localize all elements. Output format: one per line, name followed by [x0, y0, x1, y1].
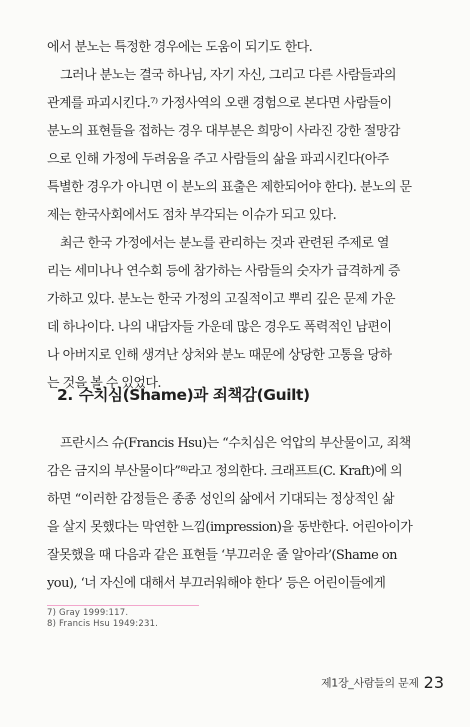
- footnote-divider: [47, 605, 199, 606]
- text-line: 최근 한국 가정에서는 분노를 관리하는 것과 관련된 주제로 열: [60, 236, 389, 251]
- page-footer: [321, 672, 444, 692]
- text-line: 그러나 분노는 결국 하나님, 자기 자신, 그리고 다른 사람들과의: [60, 68, 397, 83]
- text-line: 나 아버지로 인해 생겨난 상처와 분노 때문에 상당한 고통을 당하: [47, 348, 392, 363]
- text-line: 제는 한국사회에서도 점차 부각되는 이슈가 되고 있다.: [47, 208, 337, 223]
- text-line: 으로 인해 가정에 두려움을 주고 사람들의 삶을 파괴시킨다(아주: [47, 152, 389, 167]
- section-heading: [57, 383, 316, 405]
- text-line: 특별한 경우가 아니면 이 분노의 표출은 제한되어야 한다). 분노의 문: [47, 180, 412, 195]
- body-text-upper: [47, 34, 447, 398]
- footnote-8: 8) Francis Hsu 1949:231.: [47, 619, 159, 629]
- text-line: 는 것을 볼 수 있었다.: [47, 376, 161, 391]
- page-number: 23: [423, 673, 444, 692]
- text-line: 분노의 표현들을 접하는 경우 대부분은 희망이 사라진 강한 절망감: [47, 124, 400, 139]
- text-line: you), ‘너 자신에 대해서 부끄러워해야 한다’ 등은 어린이들에게: [47, 576, 386, 591]
- text-line: 관계를 파괴시킨다.⁷⁾ 가정사역의 오랜 경험으로 본다면 사람들이: [47, 96, 392, 111]
- text-line: 하면 “이러한 감정들은 종종 성인의 삶에서 기대되는 정상적인 삶: [47, 492, 394, 507]
- section-number: 2.: [57, 386, 73, 404]
- footnote-7: 7) Gray 1999:117.: [47, 608, 129, 618]
- text-line: 감은 금지의 부산물이다”⁸⁾라고 정의한다. 크래프트(C. Kraft)에 의: [47, 464, 403, 479]
- section-title: 수치심(Shame)과 죄책감(Guilt): [78, 386, 310, 404]
- body-text-lower: [47, 430, 447, 598]
- text-line: 가하고 있다. 분노는 한국 가정의 고질적이고 뿌리 깊은 문제 가운: [47, 292, 396, 307]
- text-line: 을 살지 못했다는 막연한 느낌(impression)을 동반한다. 어린아이가: [47, 520, 413, 535]
- text-line: 프란시스 슈(Francis Hsu)는 “수치심은 억압의 부산물이고, 죄책: [60, 436, 411, 451]
- chapter-title: 제1장_사람들의 문제: [320, 676, 419, 690]
- text-line: 리는 세미나나 연수회 등에 참가하는 사람들의 숫자가 급격하게 증: [47, 264, 400, 279]
- text-line: 데 하나이다. 나의 내담자들 가운데 많은 경우도 폭력적인 남편이: [47, 320, 392, 335]
- text-line: 에서 분노는 특정한 경우에는 도움이 되기도 한다.: [47, 40, 313, 55]
- text-line: 잘못했을 때 다음과 같은 표현들 ‘부끄러운 줄 알아라’(Shame on: [47, 548, 397, 563]
